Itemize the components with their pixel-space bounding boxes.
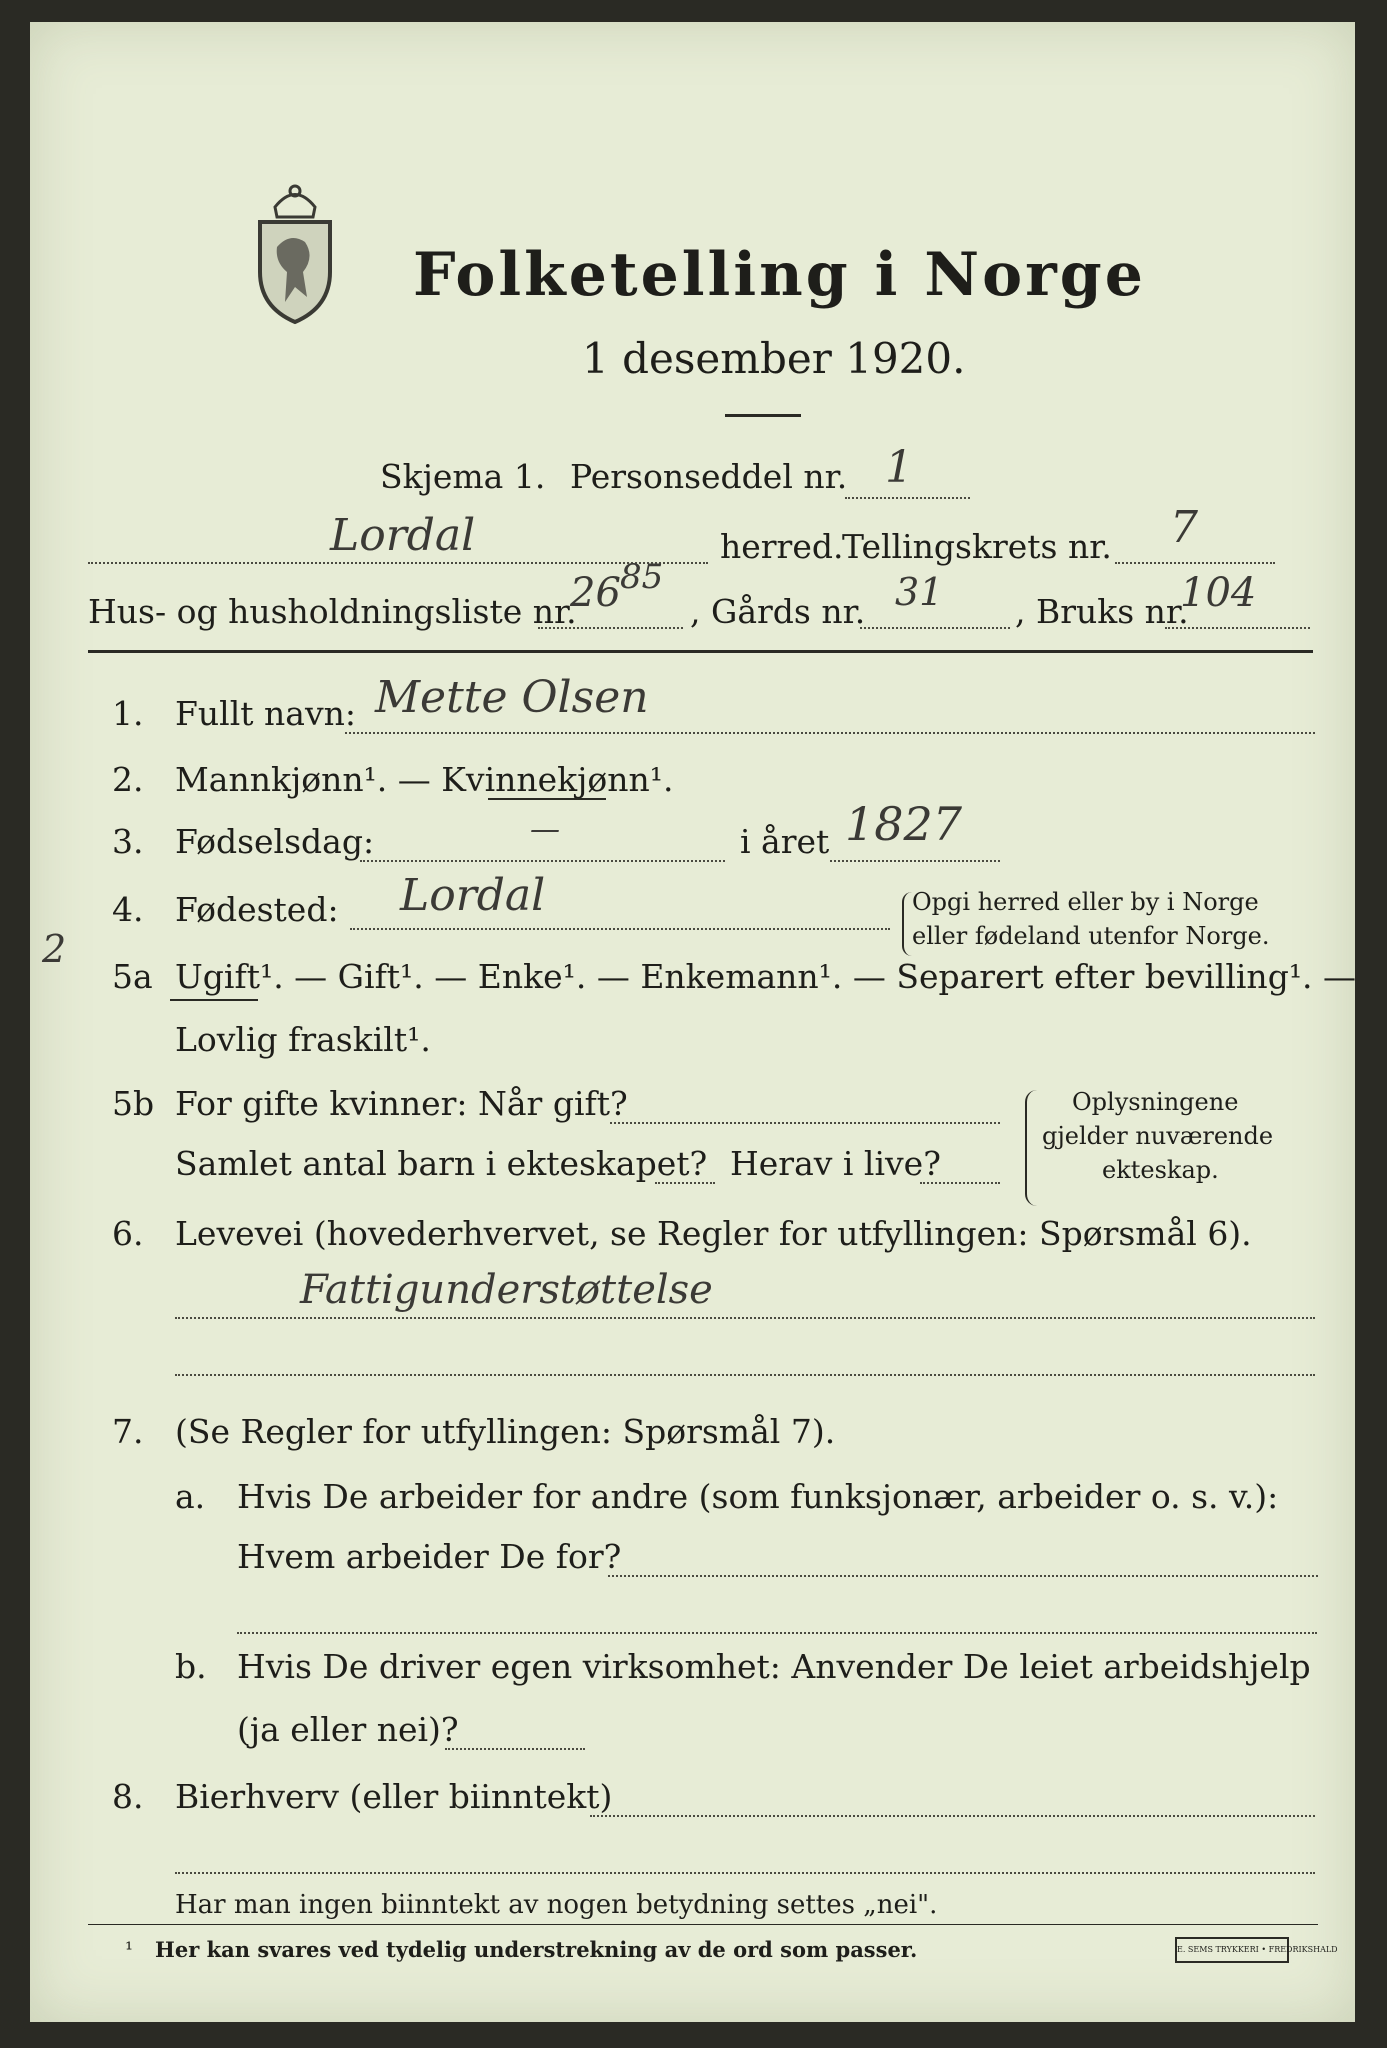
q5b-note-3: ekteskap. <box>1102 1156 1219 1184</box>
q1-line <box>345 732 1315 734</box>
q4-note-2: eller fødeland utenfor Norge. <box>912 922 1270 950</box>
q8-label: Bierhverv (eller biinntekt) <box>175 1777 613 1816</box>
q7-label: (Se Regler for utfyllingen: Spørsmål 7). <box>175 1412 836 1451</box>
form-title: Folketelling i Norge <box>413 240 1146 310</box>
herred-line <box>88 562 708 564</box>
q5b-brace <box>1025 1090 1037 1206</box>
q7a-line2: Hvem arbeider De for? <box>237 1537 622 1576</box>
gards-line <box>860 627 1010 629</box>
q5b-married-line <box>610 1122 1000 1124</box>
bruks-label: , Bruks nr. <box>1015 592 1189 631</box>
q7a-line1: Hvis De arbeider for andre (som funksjonær, arbeider o. s. v.): <box>237 1477 1279 1516</box>
q6-label: Levevei (hovederhvervet, se Regler for utfyllingen: Spørsmål 6). <box>175 1214 1252 1253</box>
q5b-children-line <box>655 1182 715 1184</box>
full-name-value[interactable]: Mette Olsen <box>375 672 649 723</box>
q5b-line2b: Herav i live? <box>730 1144 941 1183</box>
herred-label: herred. <box>720 527 844 566</box>
q3-number: 3. <box>112 822 144 861</box>
q7a-line <box>608 1575 1318 1577</box>
q5b-line2a: Samlet antal barn i ekteskapet? <box>175 1144 708 1183</box>
q7a-line-2 <box>237 1632 1317 1634</box>
gards-label: , Gårds nr. <box>690 592 866 631</box>
tellingskrets-value[interactable]: 7 <box>1170 502 1198 553</box>
tellingskrets-line <box>1115 562 1275 564</box>
occupation-value[interactable]: Fattigunderstøttelse <box>300 1267 713 1313</box>
q6-line-2 <box>175 1374 1315 1376</box>
norway-coat-of-arms-icon <box>245 177 345 327</box>
q5b-note-2: gjelder nuværende <box>1042 1122 1274 1150</box>
q6-number: 6. <box>112 1214 144 1253</box>
q6-line-1 <box>175 1317 1315 1319</box>
title-divider <box>725 414 801 417</box>
q8-line-2 <box>175 1872 1315 1874</box>
q2-label: Mannkjønn¹. — Kvinnekjønn¹. <box>175 760 674 799</box>
footnote-mark: ¹ <box>125 1937 134 1961</box>
herred-value[interactable]: Lordal <box>330 510 476 561</box>
personseddel-line <box>845 497 970 499</box>
q5a-margin-mark: 2 <box>42 927 67 971</box>
q8-line-1 <box>590 1815 1315 1817</box>
birthplace-value[interactable]: Lordal <box>400 870 546 921</box>
husliste-line <box>538 627 683 629</box>
census-form-sheet <box>30 22 1355 2022</box>
personseddel-label: Personseddel nr. <box>570 457 848 496</box>
q5a-number: 5a <box>112 957 153 996</box>
printer-stamp: E. SEMS TRYKKERI • FREDRIKSHALD <box>1175 1937 1289 1963</box>
husliste-label: Hus- og husholdningsliste nr. <box>88 592 577 631</box>
personseddel-value[interactable]: 1 <box>885 442 913 493</box>
header-divider <box>88 650 1313 653</box>
bruks-line <box>1165 627 1310 629</box>
q7b-line <box>445 1748 585 1750</box>
q3-line <box>360 860 725 862</box>
q7a-number: a. <box>175 1477 206 1516</box>
birthdate-value[interactable]: — <box>530 812 560 847</box>
footnote-text: Her kan svares ved tydelig understrekning av de ord som passer. <box>155 1937 918 1962</box>
q3-label: Fødselsdag: <box>175 822 375 861</box>
q4-line <box>350 928 890 930</box>
q7b-line2: (ja eller nei)? <box>237 1710 459 1749</box>
form-date: 1 desember 1920. <box>582 334 966 383</box>
q8-number: 8. <box>112 1777 144 1816</box>
q8-note: Har man ingen biinntekt av nogen betydning settes „nei". <box>175 1890 938 1920</box>
q5b-note-1: Oplysningene <box>1072 1088 1239 1116</box>
q3-year-label: i året <box>740 822 830 861</box>
husliste-value[interactable]: 26 <box>570 570 621 616</box>
q5b-line1: For gifte kvinner: Når gift? <box>175 1084 628 1123</box>
q4-label: Fødested: <box>175 890 339 929</box>
q4-brace <box>902 892 912 956</box>
tellingskrets-label: Tellingskrets nr. <box>842 527 1112 566</box>
q4-note-1: Opgi herred eller by i Norge <box>912 888 1259 916</box>
gards-value[interactable]: 31 <box>895 570 944 614</box>
footnote-divider <box>88 1924 1318 1925</box>
husliste-value-alt[interactable]: 85 <box>620 557 664 597</box>
q5a-options: Ugift¹. — Gift¹. — Enke¹. — Enkemann¹. — Separert efter bevilling¹. — <box>175 957 1357 996</box>
schema-label: Skjema 1. <box>380 457 546 496</box>
q3-year-line <box>830 860 1000 862</box>
q5b-alive-line <box>920 1182 1000 1184</box>
q5b-number: 5b <box>112 1084 155 1123</box>
q7-number: 7. <box>112 1412 144 1451</box>
q2-number: 2. <box>112 760 144 799</box>
q1-number: 1. <box>112 694 144 733</box>
q7b-line1: Hvis De driver egen virksomhet: Anvender De leiet arbeidshjelp <box>237 1647 1311 1686</box>
q1-label: Fullt navn: <box>175 694 356 733</box>
q5a-options-2: Lovlig fraskilt¹. <box>175 1020 431 1059</box>
bruks-value[interactable]: 104 <box>1180 570 1257 616</box>
q2-underline <box>488 798 606 800</box>
q4-number: 4. <box>112 890 144 929</box>
q5a-underline <box>170 999 258 1001</box>
q7b-number: b. <box>175 1647 207 1686</box>
birth-year-value[interactable]: 1827 <box>845 797 963 851</box>
